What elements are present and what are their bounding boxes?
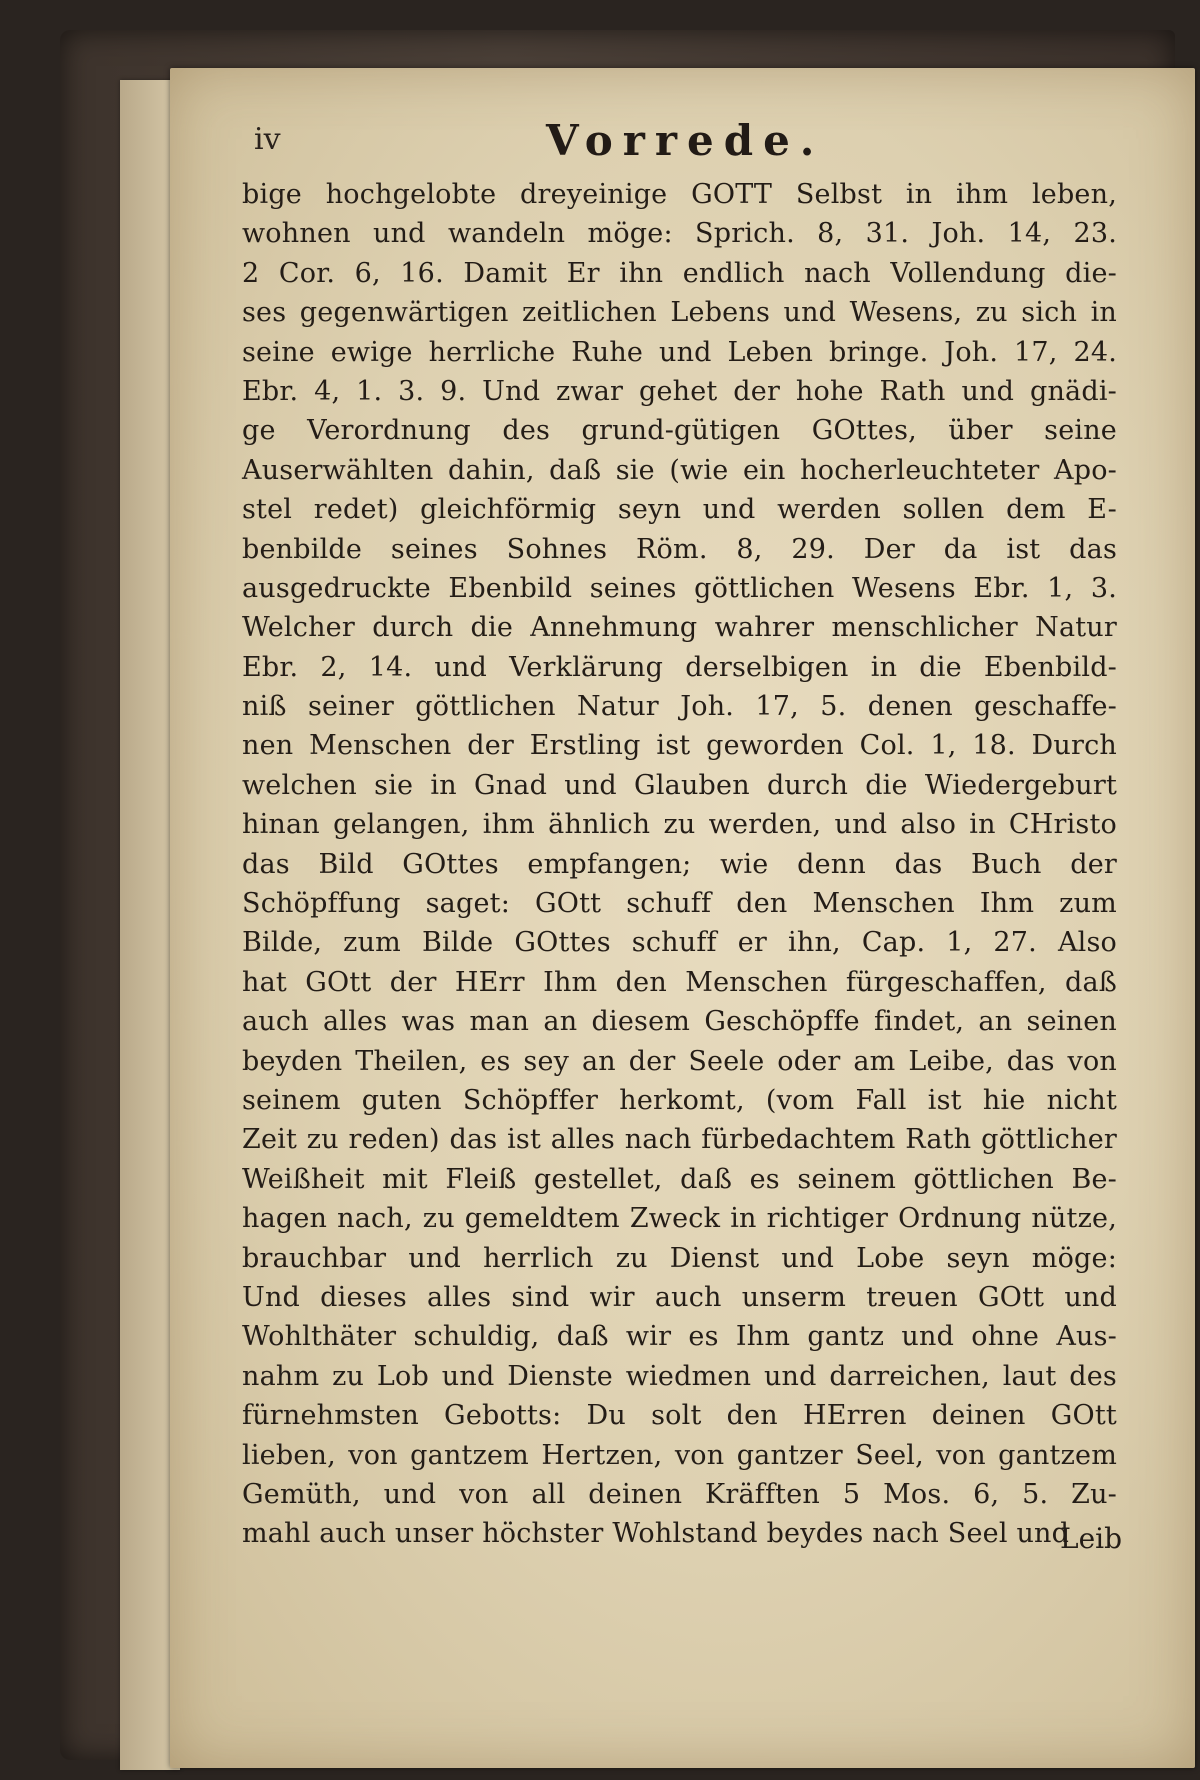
text-line: Ebr. 4, 1. 3. 9. Und zwar gehet der hohe Rath und gnädi- (242, 375, 1117, 407)
text-line: nahm zu Lob und Dienste wiedmen und darreichen, laut des (242, 1360, 1117, 1392)
text-line: brauchbar und herrlich zu Dienst und Lobe seyn möge: (242, 1242, 1117, 1274)
text-line: lieben, von gantzem Hertzen, von gantzer Seel, von gantzem (242, 1439, 1117, 1471)
catchword: Leib (1060, 1522, 1123, 1555)
text-line: beyden Theilen, es sey an der Seele oder am Leibe, das von (242, 1045, 1117, 1077)
text-line: nen Menschen der Erstling ist geworden Col. 1, 18. Durch (242, 730, 1117, 762)
text-line: seine ewige herrliche Ruhe und Leben bringe. Joh. 17, 24. (242, 336, 1117, 368)
text-line: Gemüth, und von all deinen Kräfften 5 Mos. 6, 5. Zu- (242, 1478, 1117, 1510)
text-line: ge Verordnung des grund-gütigen GOttes, über seine (242, 415, 1117, 447)
text-line: mahl auch unser höchster Wohlstand beydes nach Seel und (242, 1518, 1070, 1550)
text-line: Auserwählten dahin, daß sie (wie ein hocherleuchteter Apo- (242, 454, 1117, 486)
text-line: Und dieses alles sind wir auch unserm treuen GOtt und (242, 1281, 1117, 1313)
text-line: Zeit zu reden) das ist alles nach fürbedachtem Rath göttlicher (242, 1124, 1117, 1156)
text-line: wohnen und wandeln möge: Sprich. 8, 31. Joh. 14, 23. (242, 218, 1117, 250)
text-line: Welcher durch die Annehmung wahrer menschlicher Natur (242, 612, 1117, 644)
text-line: hat GOtt der HErr Ihm den Menschen fürgeschaffen, daß (242, 966, 1117, 998)
text-line: benbilde seines Sohnes Röm. 8, 29. Der da ist das (242, 533, 1117, 565)
page-header (246, 116, 1126, 166)
text-line: hagen nach, zu gemeldtem Zweck in richtiger Ordnung nütze, (242, 1203, 1117, 1235)
text-line: ausgedruckte Ebenbild seines göttlichen Wesens Ebr. 1, 3. (242, 572, 1117, 604)
text-line: auch alles was man an diesem Geschöpffe findet, an seinen (242, 1006, 1117, 1038)
text-line: fürnehmsten Gebotts: Du solt den HErren deinen GOtt (242, 1400, 1117, 1432)
text-line: hinan gelangen, ihm ähnlich zu werden, und also in CHristo (242, 809, 1117, 841)
text-line: stel redet) gleichförmig seyn und werden sollen dem E- (242, 494, 1117, 526)
body-text (242, 175, 1117, 1554)
running-title: Vorrede. (546, 116, 825, 165)
text-line: 2 Cor. 6, 16. Damit Er ihn endlich nach Vollendung die- (242, 257, 1117, 289)
text-line: niß seiner göttlichen Natur Joh. 17, 5. denen geschaffe- (242, 691, 1117, 723)
text-line: Weißheit mit Fleiß gestellet, daß es seinem göttlichen Be- (242, 1163, 1117, 1195)
text-line: Bilde, zum Bilde GOttes schuff er ihn, Cap. 1, 27. Also (242, 927, 1117, 959)
page-number: iv (254, 122, 281, 157)
text-line: bige hochgelobte dreyeinige GOTT Selbst in ihm leben, (242, 179, 1117, 210)
text-line: Schöpffung saget: GOtt schuff den Menschen Ihm zum (242, 888, 1117, 920)
text-line: Ebr. 2, 14. und Verklärung derselbigen in die Ebenbild- (242, 651, 1117, 683)
text-line: welchen sie in Gnad und Glauben durch die Wiedergeburt (242, 769, 1117, 801)
text-line: das Bild GOttes empfangen; wie denn das Buch der (242, 848, 1117, 880)
text-line: seinem guten Schöpffer herkomt, (vom Fall ist hie nicht (242, 1084, 1117, 1116)
text-line: Wohlthäter schuldig, daß wir es Ihm gantz und ohne Aus- (242, 1321, 1117, 1353)
text-line: ses gegenwärtigen zeitlichen Lebens und Wesens, zu sich in (242, 297, 1117, 329)
